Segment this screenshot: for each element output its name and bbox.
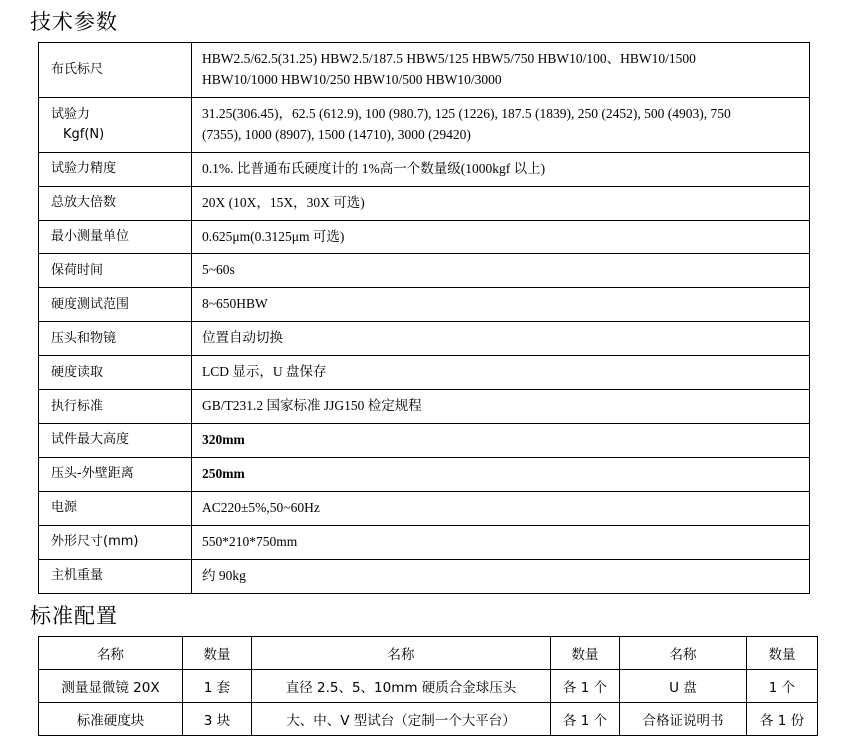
table-row <box>39 322 810 356</box>
table-row <box>39 390 810 424</box>
table-row <box>39 186 810 220</box>
row-label: 最小测量单位 <box>39 220 192 254</box>
row-value: 8~650HBW <box>192 288 810 322</box>
row-label: 主机重量 <box>39 559 192 593</box>
value-line-1: HBW2.5/62.5(31.25) HBW2.5/187.5 HBW5/125 HBW5/750 HBW10/100、HBW10/1500 <box>202 51 696 66</box>
row-value: 位置自动切换 <box>192 322 810 356</box>
table-row <box>39 97 810 152</box>
row-label <box>39 97 192 152</box>
row-value: 0.625μm(0.3125μm 可选) <box>192 220 810 254</box>
column-header-name-1: 名称 <box>39 636 183 669</box>
cell-qty-2: 各 1 个 <box>551 702 620 735</box>
table-row <box>39 424 810 458</box>
row-value: 250mm <box>192 457 810 491</box>
spec-table-wrapper <box>0 42 848 594</box>
table-row <box>39 220 810 254</box>
cell-name-1: 测量显微镜 20X <box>39 669 183 702</box>
table-row <box>39 152 810 186</box>
table-row <box>39 43 810 98</box>
row-label: 压头和物镜 <box>39 322 192 356</box>
row-label: 硬度读取 <box>39 356 192 390</box>
table-row <box>39 559 810 593</box>
column-header-qty-1: 数量 <box>183 636 252 669</box>
row-label: 保荷时间 <box>39 254 192 288</box>
row-label-line-1: 试验力 <box>51 106 91 122</box>
cell-qty-3: 1 个 <box>747 669 818 702</box>
standard-configuration-table <box>38 636 818 736</box>
cell-name-3: 合格证说明书 <box>620 702 747 735</box>
table-row <box>39 669 818 702</box>
row-value: 5~60s <box>192 254 810 288</box>
value-line-2: (7355), 1000 (8907), 1500 (14710), 3000 (29420) <box>202 126 471 142</box>
table-header-row <box>39 636 818 669</box>
row-label: 压头-外壁距离 <box>39 457 192 491</box>
row-label: 试件最大高度 <box>39 424 192 458</box>
cell-name-1: 标准硬度块 <box>39 702 183 735</box>
row-value: 320mm <box>192 424 810 458</box>
row-value: 0.1%. 比普通布氏硬度计的 1%高一个数量级(1000kgf 以上) <box>192 152 810 186</box>
row-value: 550*210*750mm <box>192 525 810 559</box>
table-row <box>39 491 810 525</box>
cell-name-3: U 盘 <box>620 669 747 702</box>
table-row <box>39 288 810 322</box>
row-label: 执行标准 <box>39 390 192 424</box>
table-row <box>39 702 818 735</box>
row-value: LCD 显示，U 盘保存 <box>192 356 810 390</box>
table-row <box>39 254 810 288</box>
row-value: 20X (10X，15X，30X 可选) <box>192 186 810 220</box>
config-table-wrapper <box>0 636 848 736</box>
row-value: GB/T231.2 国家标准 JJG150 检定规程 <box>192 390 810 424</box>
row-value <box>192 97 810 152</box>
cell-qty-3: 各 1 份 <box>747 702 818 735</box>
column-header-qty-3: 数量 <box>747 636 818 669</box>
row-label: 试验力精度 <box>39 152 192 186</box>
row-label: 总放大倍数 <box>39 186 192 220</box>
cell-name-2: 大、中、V 型试台（定制一个大平台） <box>252 702 551 735</box>
row-label: 电源 <box>39 491 192 525</box>
row-value <box>192 43 810 98</box>
column-header-name-2: 名称 <box>252 636 551 669</box>
table-row <box>39 356 810 390</box>
row-value: AC220±5%,50~60Hz <box>192 491 810 525</box>
technical-parameters-table <box>38 42 810 594</box>
table-row <box>39 457 810 491</box>
page-title-config: 标准配置 <box>30 603 118 628</box>
cell-qty-2: 各 1 个 <box>551 669 620 702</box>
row-label-line-2: Kgf(N) <box>63 126 105 142</box>
row-label: 硬度测试范围 <box>39 288 192 322</box>
row-value: 约 90kg <box>192 559 810 593</box>
cell-name-2: 直径 2.5、5、10mm 硬质合金球压头 <box>252 669 551 702</box>
column-header-name-3: 名称 <box>620 636 747 669</box>
row-label: 布氏标尺 <box>39 43 192 98</box>
value-line-1: 31.25(306.45)，62.5 (612.9), 100 (980.7), 125 (1226), 187.5 (1839), 250 (2452), 500 (4903), 750 <box>202 105 731 121</box>
row-label: 外形尺寸(mm) <box>39 525 192 559</box>
page-title-spec: 技术参数 <box>30 10 118 34</box>
column-header-qty-2: 数量 <box>551 636 620 669</box>
cell-qty-1: 3 块 <box>183 702 252 735</box>
value-line-2: HBW10/1000 HBW10/250 HBW10/500 HBW10/3000 <box>202 71 502 87</box>
table-row <box>39 525 810 559</box>
cell-qty-1: 1 套 <box>183 669 252 702</box>
